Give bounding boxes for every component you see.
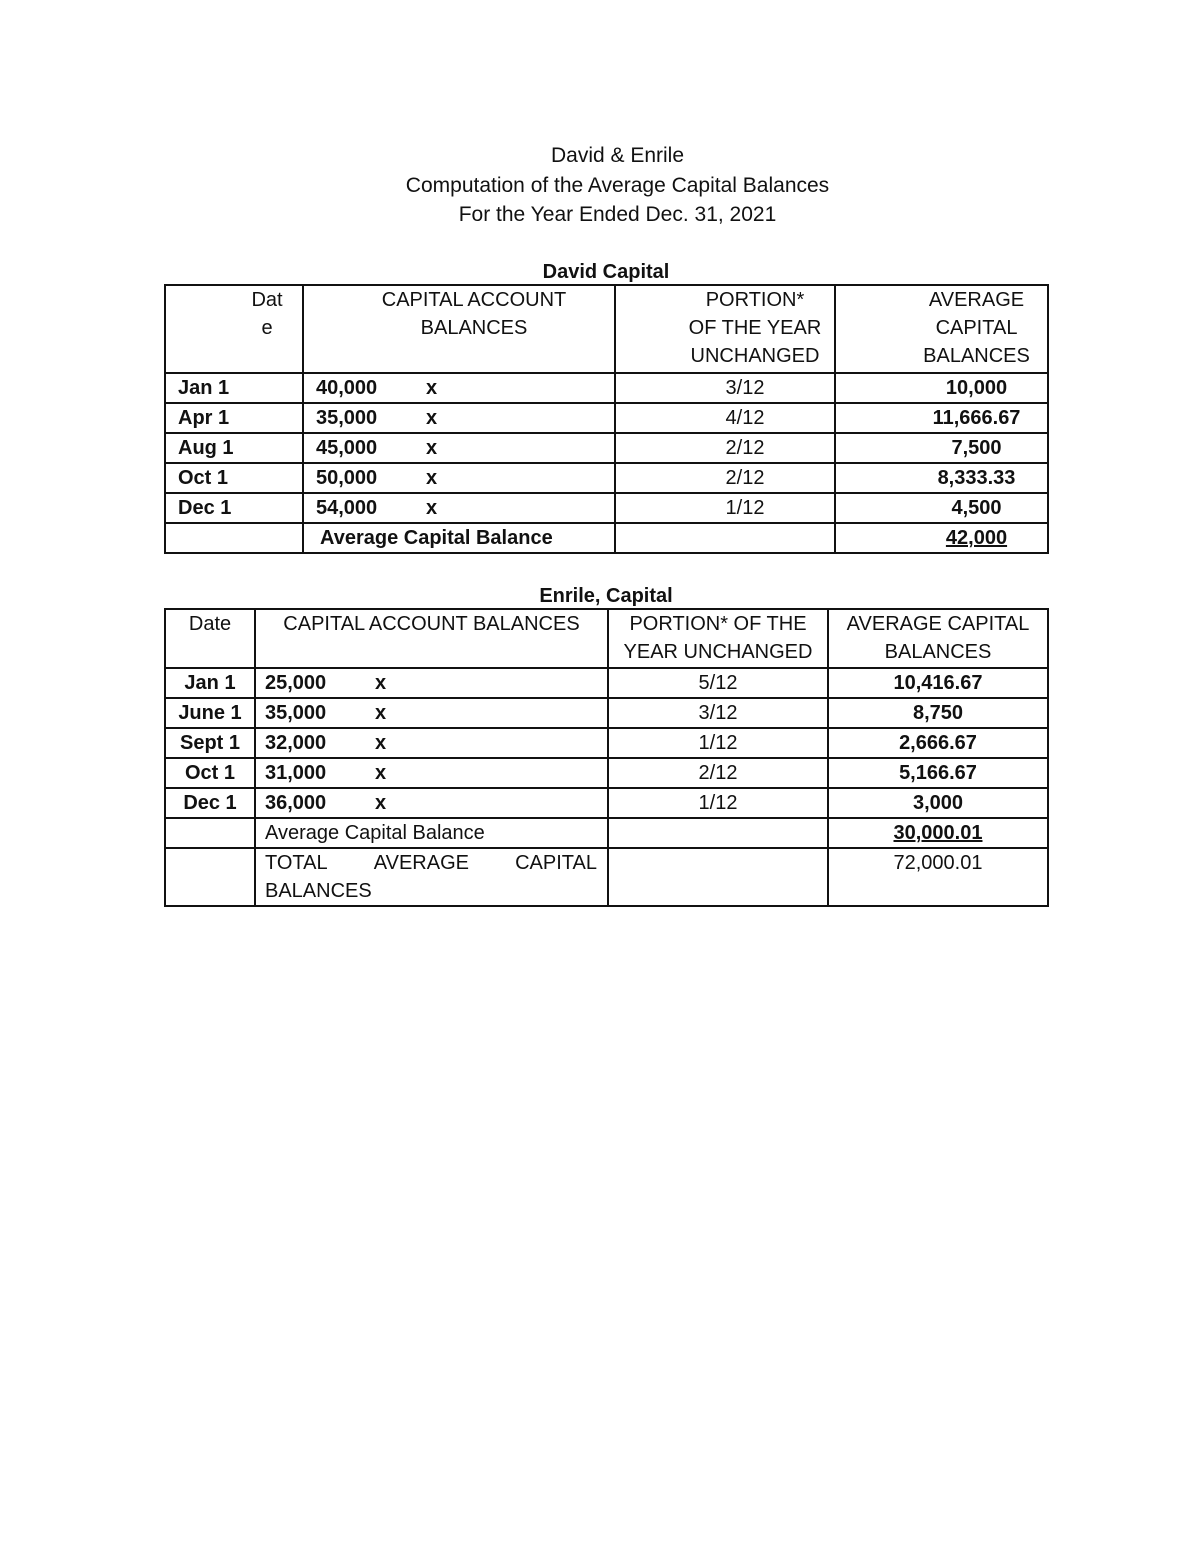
multiply-sign: x (375, 702, 387, 724)
average-cell: 3,000 (828, 788, 1048, 818)
date-cell: Jan 1 (165, 373, 303, 403)
multiply-sign: x (375, 732, 387, 754)
table-row (165, 698, 1048, 728)
balance-amount: 54,000 (316, 497, 378, 519)
balance-cell (303, 463, 615, 493)
david-capital-table (164, 284, 1049, 554)
portion-cell: 2/12 (615, 463, 835, 493)
average-cell: 11,666.67 (835, 403, 1048, 433)
report-title: Computation of the Average Capital Balances (405, 173, 830, 197)
table-row (165, 373, 1048, 403)
date-cell: Jan 1 (165, 668, 255, 698)
multiply-sign: x (426, 407, 438, 429)
portion-cell: 5/12 (608, 668, 828, 698)
balance-amount: 45,000 (316, 437, 378, 459)
table-header-row (165, 285, 1048, 373)
header-date: Dat e (165, 285, 303, 373)
average-cell: 10,416.67 (828, 668, 1048, 698)
table-row (165, 433, 1048, 463)
portion-cell: 2/12 (615, 433, 835, 463)
balance-amount: 32,000 (265, 732, 327, 754)
date-cell: Oct 1 (165, 758, 255, 788)
date-cell: Dec 1 (165, 493, 303, 523)
average-capital-total: 42,000 (835, 523, 1048, 553)
table-row (165, 758, 1048, 788)
portion-cell: 1/12 (608, 728, 828, 758)
grand-label-word: CAPITAL (515, 852, 597, 874)
average-cell: 2,666.67 (828, 728, 1048, 758)
empty-cell (165, 818, 255, 848)
portion-cell: 3/12 (615, 373, 835, 403)
grand-label-word: TOTAL (265, 852, 328, 874)
average-cell: 8,333.33 (835, 463, 1048, 493)
balance-cell (303, 403, 615, 433)
total-average-capital-value: 72,000.01 (828, 848, 1048, 906)
multiply-sign: x (426, 437, 438, 459)
balance-cell (303, 433, 615, 463)
date-cell: Apr 1 (165, 403, 303, 433)
multiply-sign: x (426, 377, 438, 399)
balance-cell (303, 373, 615, 403)
header-average-capital-balances: AVERAGE CAPITAL BALANCES (835, 285, 1048, 373)
portion-cell: 1/12 (608, 788, 828, 818)
company-name: David & Enrile (550, 144, 685, 167)
multiply-sign: x (426, 467, 438, 489)
empty-cell (165, 523, 303, 553)
date-cell: Oct 1 (165, 463, 303, 493)
balance-cell (303, 493, 615, 523)
table-row (165, 463, 1048, 493)
grand-label-word: AVERAGE (373, 852, 469, 874)
average-cell: 5,166.67 (828, 758, 1048, 788)
multiply-sign: x (375, 672, 387, 694)
balance-cell (255, 668, 608, 698)
portion-cell: 3/12 (608, 698, 828, 728)
table-row (165, 403, 1048, 433)
balance-amount: 31,000 (265, 762, 327, 784)
balance-amount: 50,000 (316, 467, 378, 489)
header-portion-of-year: PORTION* OF THE YEAR UNCHANGED (608, 609, 828, 668)
portion-cell: 4/12 (615, 403, 835, 433)
date-cell: Aug 1 (165, 433, 303, 463)
balance-cell (255, 698, 608, 728)
table-row (165, 493, 1048, 523)
table-row (165, 728, 1048, 758)
average-capital-label: Average Capital Balance (303, 523, 615, 553)
multiply-sign: x (375, 792, 387, 814)
header-date: Date (165, 609, 255, 668)
table-total-row (165, 818, 1048, 848)
date-cell: Sept 1 (165, 728, 255, 758)
average-cell: 8,750 (828, 698, 1048, 728)
report-period: For the Year Ended Dec. 31, 2021 (458, 203, 777, 226)
table-total-row (165, 523, 1048, 553)
header-average-capital-balances: AVERAGE CAPITAL BALANCES (828, 609, 1048, 668)
balance-amount: 25,000 (265, 672, 327, 694)
header-portion-of-year: PORTION* OF THE YEAR UNCHANGED (615, 285, 835, 373)
balance-cell (255, 758, 608, 788)
portion-cell: 1/12 (615, 493, 835, 523)
header-capital-account-balances: CAPITAL ACCOUNT BALANCES (255, 609, 608, 668)
multiply-sign: x (426, 497, 438, 519)
david-section-title: David Capital (542, 261, 670, 283)
enrile-section-title: Enrile, Capital (539, 585, 673, 607)
grand-total-row (165, 848, 1048, 906)
average-cell: 10,000 (835, 373, 1048, 403)
portion-cell: 2/12 (608, 758, 828, 788)
table-header-row (165, 609, 1048, 668)
empty-cell (608, 818, 828, 848)
empty-cell (165, 848, 255, 906)
balance-amount: 35,000 (265, 702, 327, 724)
table-row (165, 788, 1048, 818)
date-cell: June 1 (165, 698, 255, 728)
document-header (0, 141, 1200, 230)
empty-cell (608, 848, 828, 906)
balance-cell (255, 728, 608, 758)
average-capital-label: Average Capital Balance (255, 818, 608, 848)
average-capital-total: 30,000.01 (828, 818, 1048, 848)
average-cell: 7,500 (835, 433, 1048, 463)
date-cell: Dec 1 (165, 788, 255, 818)
enrile-capital-table (164, 608, 1049, 907)
balance-amount: 40,000 (316, 377, 378, 399)
balance-cell (255, 788, 608, 818)
multiply-sign: x (375, 762, 387, 784)
empty-cell (615, 523, 835, 553)
balance-amount: 35,000 (316, 407, 378, 429)
table-row (165, 668, 1048, 698)
average-cell: 4,500 (835, 493, 1048, 523)
balance-amount: 36,000 (265, 792, 327, 814)
header-capital-account-balances: CAPITAL ACCOUNT BALANCES (303, 285, 615, 373)
total-average-capital-label: TOTAL AVERAGE CAPITAL BALANCES (255, 848, 608, 906)
